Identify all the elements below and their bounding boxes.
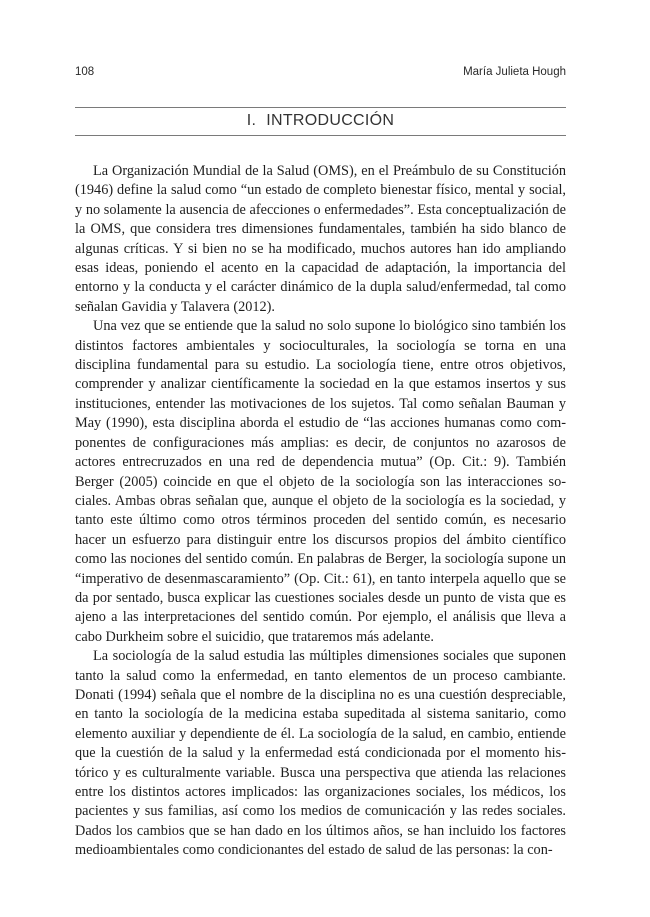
section-title-text: INTRODUCCIÓN bbox=[266, 112, 395, 129]
paragraph: Una vez que se entiende que la salud no solo supone lo biológico sino también los distintos factores ambientales y socioculturales, la sociología se torna en una disciplina fundamental para su estudio. La sociología tiene, entre otros objetivos, comprender y analizar científicamente la sociedad en la que estamos insertos y sus instituciones, entender las motivaciones de los sujetos. Tal como señalan Bauman y May (1990), esta disciplina aborda el estudio de “las acciones humanas como componentes de configuraciones más amplias: es decir, de conjuntos no azarosos de actores entrecruzados en una red de dependencia mutua” (Op. Cit.: 9). También Berger (2005) coincide en que el objeto de la sociología son las interacciones sociales. Ambas obras señalan que, aunque el objeto de la sociología es la sociedad, y tanto este último como otros términos proceden del sentido común, es necesario hacer un esfuerzo para distinguir entre los discursos propios del ámbito científico como las nociones del sentido común. En palabras de Berger, la sociología supone un “imperativo de desenmascaramiento” (Op. Cit.: 61), en tanto interpela aquello que se da por sentado, busca explicar las cuestiones sociales desde un punto de vista que es ajeno a las interpretaciones del sentido común. Por ejemplo, el análisis que lleva a cabo Durkheim sobre el suicidio, que trataremos más adelante. bbox=[75, 318, 566, 645]
paragraph: La sociología de la salud estudia las múltiples dimensiones sociales que suponen tanto la salud como la enfermedad, en tanto elementos de un proceso cambiante. Donati (1994) señala que el nombre de la disciplina no es una cuestión despreciable, en tanto la sociología de la medicina estaba supeditada al sistema sanitario, como elemento auxiliar y dependiente de él. La sociología de la salud, en cambio, entiende que la cuestión de la salud y la enfermedad está condicionada por el momento histórico y es culturalmente variable. Busca una perspectiva que atienda las relaciones entre los distintos actores implicados: las organizaciones sociales, los médicos, los pacientes y sus familias, así como los medios de comunicación y las redes sociales. Dados los cambios que se han dado en los últimos años, se han incluido los factores medioambientales como condicionantes del estado de salud de las personas: la con- bbox=[75, 648, 566, 859]
page-number: 108 bbox=[75, 66, 95, 78]
running-head-author: María Julieta Hough bbox=[463, 66, 566, 78]
section-number: I. bbox=[246, 112, 257, 129]
section-title bbox=[75, 112, 566, 130]
body-text bbox=[75, 162, 566, 861]
paragraph: La Organización Mundial de la Salud (OMS), en el Preámbulo de su Constitución (1946) define la salud como “un estado de completo bienestar físico, mental y social, y no solamente la ausencia de afecciones o enfermedades”. Esta conceptualización de la OMS, que considera tres dimensiones fundamentales, también ha sido blanco de algunas críticas. Y si bien no se ha modificado, muchos autores han ido ampliando esas ideas, poniendo el acento en la capacidad de adaptación, la importancia del entorno y la conducta y el carácter dinámico de la dupla salud/enfermedad, tal como señalan Gavidia y Talavera (2012). bbox=[75, 163, 566, 315]
title-rule-bottom bbox=[75, 135, 566, 136]
title-rule-top bbox=[75, 107, 566, 108]
